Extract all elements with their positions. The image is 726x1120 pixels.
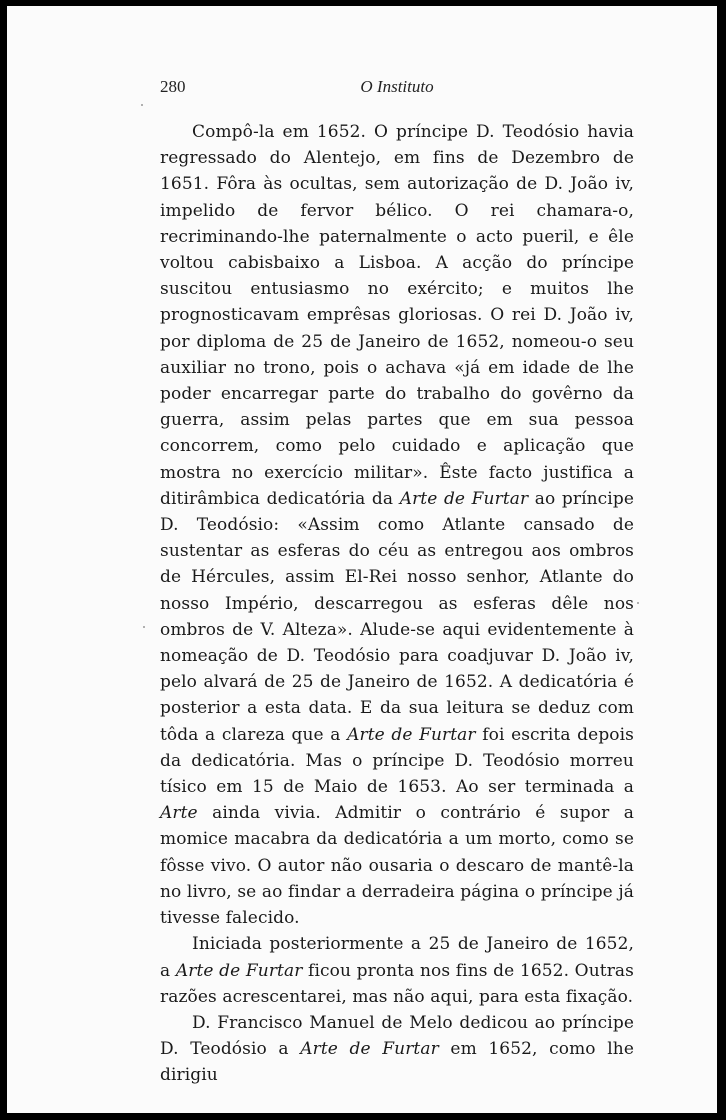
scan-speck [141,104,143,106]
scan-speck [143,626,145,628]
body-text [160,119,634,1089]
book-title-italic: Arte de Furtar [175,960,303,981]
book-title-italic: Arte de Furtar [347,724,476,745]
paragraph: Compô-la em 1652. O príncipe D. Teodósio havia regressado do Alentejo, em fins de Dezembro de 1651. Fôra às ocultas, sem autorização de D. João iv, impelido de fervor bélico. O rei chamara-o, recriminando-lhe paternalmente o acto pueril, e êle voltou cabisbaixo a Lisboa. A acção do príncipe suscitou entusiasmo no exército; e muitos lhe prognosticavam emprêsas gloriosas. O rei D. João iv, por diploma de 25 de Janeiro de 1652, nomeou-o seu auxiliar no trono, pois o achava «já em idade de lhe poder encarregar parte do trabalho do govêrno da guerra, assim pelas partes que em sua pessoa concorrem, como pelo cuidado e aplicação que mostra no exercício militar». Êste facto justifica a ditirâmbica dedicatória da Arte de Furtar ao príncipe D. Teodósio: «Assim como Atlante cansado de sustentar as esferas do céu as entregou aos ombros de Hércules, assim El-Rei nosso senhor, Atlante do nosso Império, descarregou as esferas dêle nos ombros de V. Alteza». Alude-se aqui evidentemente à nomeação de D. Teodósio para coadjuvar D. João iv, pelo alvará de 25 de Janeiro de 1652. A dedicatória é posterior a esta data. E da sua leitura se deduz com tôda a clareza que a Arte de Furtar foi escrita depois da dedicatória. Mas o príncipe D. Teodósio morreu tísico em 15 de Maio de 1653. Ao ser terminada a Arte ainda vivia. Admitir o contrário é supor a momice macabra da dedicatória a um morto, como se fôsse vivo. O autor não ousaria o descaro de mantê-la no livro, se ao findar a derradeira página o príncipe já tivesse falecido. [160,122,634,929]
running-title: O Instituto [360,77,434,96]
book-page [7,6,717,1113]
scan-speck [637,602,639,604]
book-title-italic: Arte de Furtar [300,1039,439,1060]
page-header [160,77,634,105]
book-title-italic: Arte [160,803,198,824]
book-title-italic: Arte de Furtar [399,488,529,509]
page-number: 280 [160,77,186,96]
paragraph: Iniciada posteriormente a 25 de Janeiro de 1652, a Arte de Furtar ficou pronta nos fins de 1652. Outras razões acrescentarei, mas não aqui, para esta fixação. [160,934,634,1007]
paragraph: D. Francisco Manuel de Melo dedicou ao príncipe D. Teodósio a Arte de Furtar em 1652, como lhe dirigiu [160,1012,634,1086]
